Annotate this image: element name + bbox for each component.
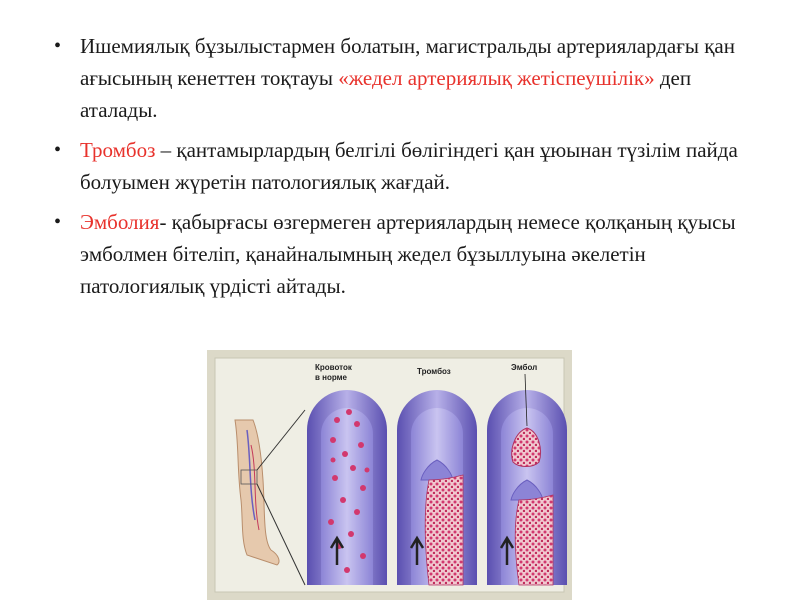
term-thrombosis: Тромбоз <box>80 138 156 162</box>
label-thrombus: Тромбоз <box>417 367 451 376</box>
bullet-text-end: деп аталады. <box>80 66 692 122</box>
definition-thrombosis: – қантамырлардың белгілі бөлігіндегі қан ұюынан түзілім пайда болуымен жүретін патологиялық жағдай. <box>80 138 738 194</box>
term-embolism: Эмболия <box>80 210 160 234</box>
slide-content <box>52 30 752 310</box>
bullet-thrombosis <box>52 134 752 198</box>
thrombus-clot <box>425 475 463 585</box>
bullet-dot-icon: • <box>54 211 62 233</box>
vessel-thrombosis <box>397 390 477 585</box>
bullet-dot-icon: • <box>54 35 62 57</box>
bullet-acute-insufficiency <box>52 30 752 126</box>
bullet-embolism <box>52 206 752 302</box>
highlight-term: «жедел артериялық жетіспеушілік» <box>338 66 655 90</box>
definition-embolism: - қабырғасы өзгермеген артериялардың немесе қолқаның қуысы эмболмен бітеліп, қанайналымның жедел бұзыллуына әкелетін патологиялық үрдісті айтады. <box>80 210 736 298</box>
vessel-diagram <box>207 350 572 600</box>
vessel-normal <box>307 390 387 585</box>
vessel-illustration <box>207 350 572 600</box>
bullet-dot-icon: • <box>54 139 62 161</box>
label-normal: Кровоток в норме <box>315 363 352 382</box>
bullet-text: Ишемиялық бұзылыстармен болатын, магистральды артериялардағы қан ағысының кенеттен тоқтауы <box>80 34 735 90</box>
label-embolus: Эмбол <box>511 363 538 372</box>
